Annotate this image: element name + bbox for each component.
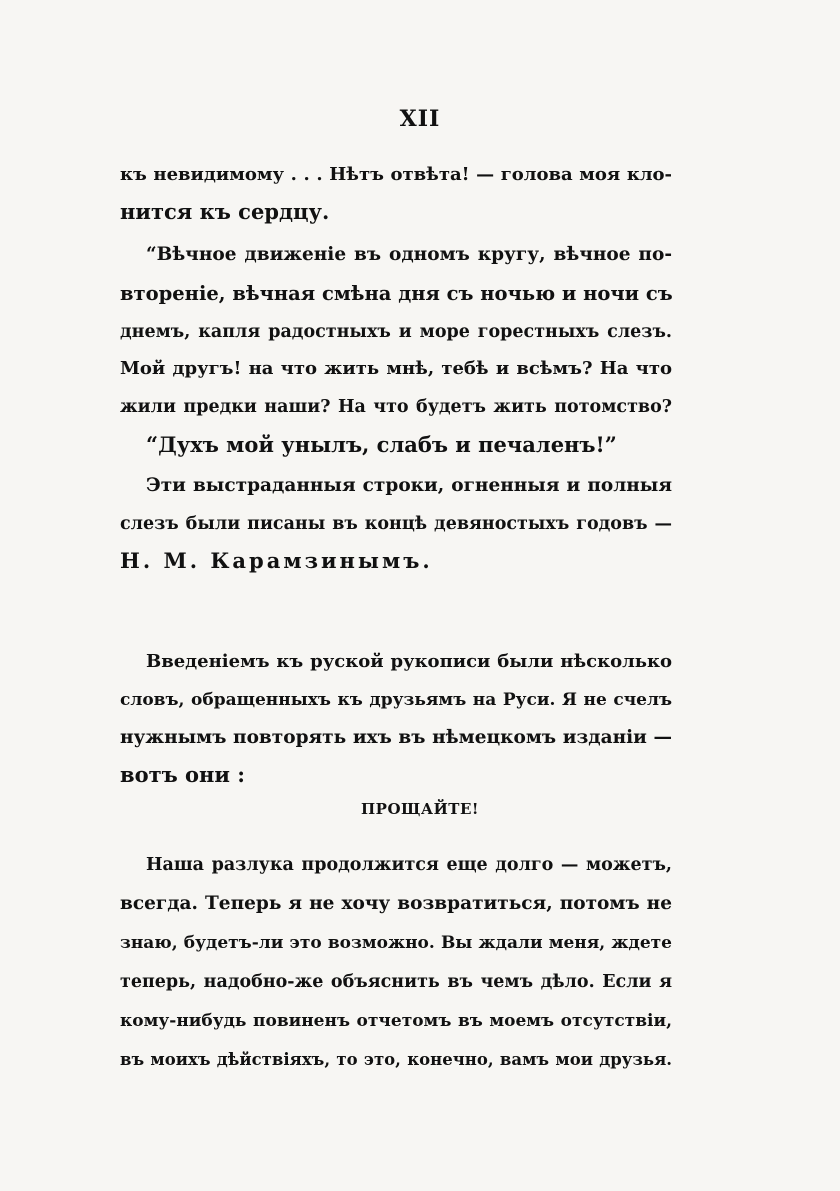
text-line: вотъ они : xyxy=(120,762,246,787)
text-line: втореніе, вѣчная смѣна дня съ ночью и ночи съ xyxy=(120,282,673,305)
text-line: въ моихъ дѣйствіяхъ, то это, конечно, вамъ мои друзья. xyxy=(120,1050,672,1069)
text-line: знаю, будетъ-ли это возможно. Вы ждали меня, ждете xyxy=(120,933,672,953)
text-line: днемъ, капля радостныхъ и море горестныхъ слезъ. xyxy=(120,322,672,342)
text-line: Наша разлука продолжится еще долго — можетъ, xyxy=(146,855,672,875)
text-line: слезъ были писаны въ концѣ девяностыхъ годовъ — xyxy=(120,514,672,534)
section-title: ПРОЩАЙТЕ! xyxy=(361,800,479,818)
text-line: нится къ сердцу. xyxy=(120,199,330,224)
page-number: XII xyxy=(399,106,441,132)
text-line: къ невидимому . . . Нѣтъ отвѣта! — голова моя кло- xyxy=(120,164,672,185)
text-line: Введеніемъ къ руской рукописи были нѣсколько xyxy=(146,651,672,672)
text-line: словъ, обращенныхъ къ друзьямъ на Руси. Я не счелъ xyxy=(120,690,672,710)
text-line: теперь, надобно-же объяснить въ чемъ дѣло. Если я xyxy=(120,972,672,992)
text-line: нужнымъ повторять ихъ въ нѣмецкомъ изданіи — xyxy=(120,727,672,748)
text-line: Эти выстраданныя строки, огненныя и полныя xyxy=(146,475,672,496)
text-line: “Вѣчное движеніе въ одномъ кругу, вѣчное по- xyxy=(146,244,672,265)
text-line: всегда. Теперь я не хочу возвратиться, потомъ не xyxy=(120,893,672,914)
text-line: “Духъ мой унылъ, слабъ и печаленъ!” xyxy=(146,432,617,457)
text-line: жили предки наши? На что будетъ жить потомство? xyxy=(120,397,672,417)
text-line: Н. М. Карамзинымъ. xyxy=(120,548,433,573)
text-line: Мой другъ! на что жить мнѣ, тебѣ и всѣмъ? На что xyxy=(120,358,672,379)
text-line: кому-нибудь повиненъ отчетомъ въ моемъ отсутствіи, xyxy=(120,1011,672,1031)
